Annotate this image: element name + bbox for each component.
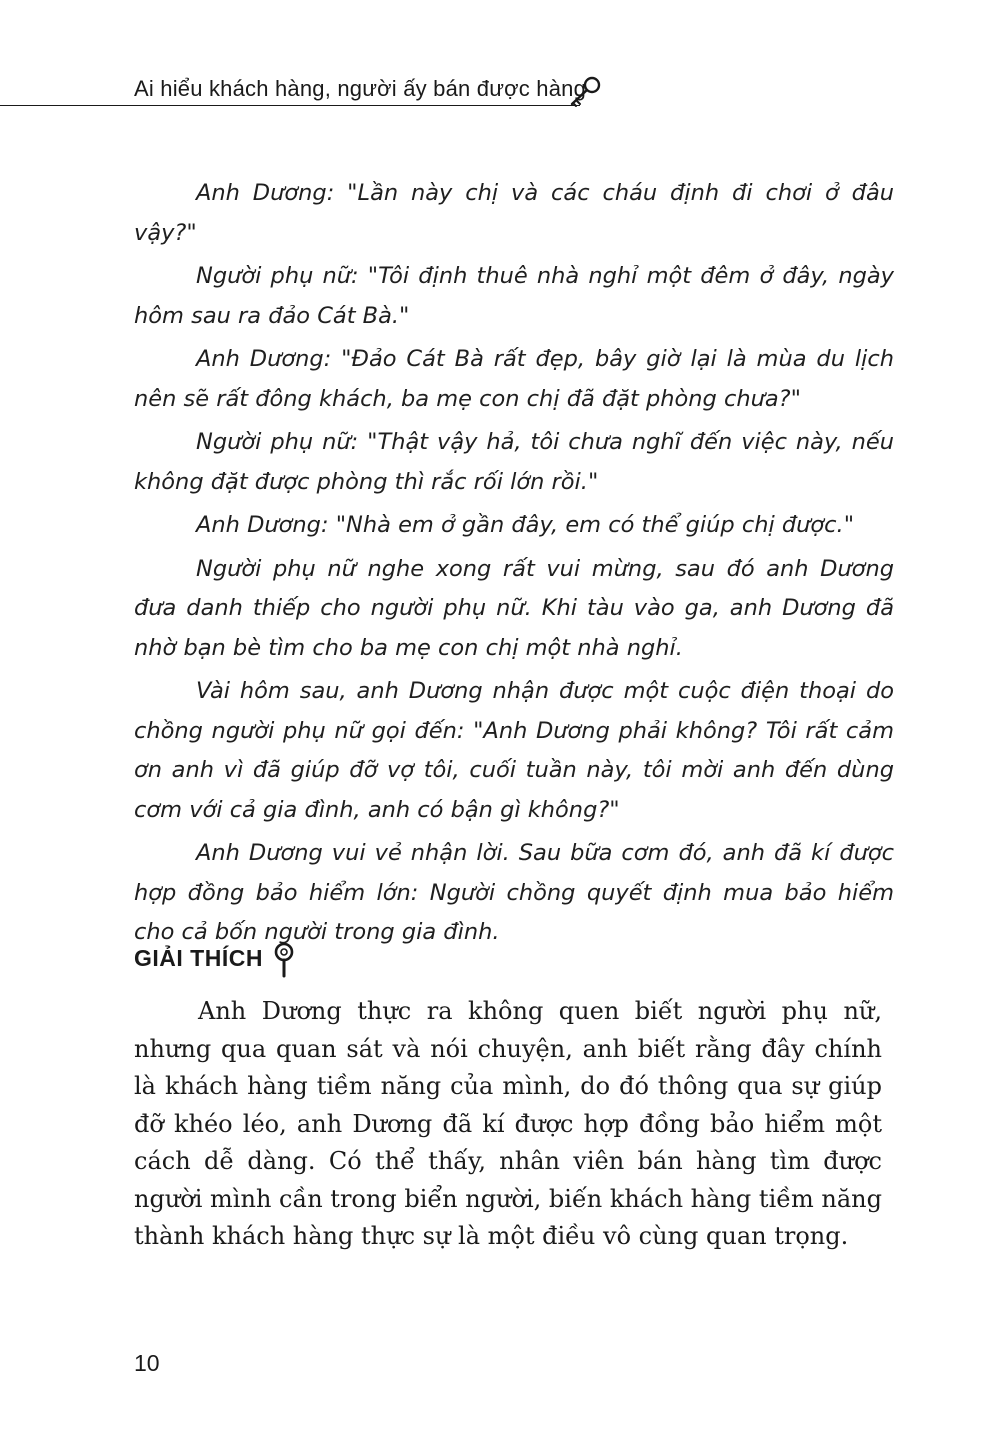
- dialogue-paragraph: Anh Dương: "Đảo Cát Bà rất đẹp, bây giờ lại là mùa du lịch nên sẽ rất đông khách, ba mẹ con chị đã đặt phòng chưa?": [134, 346, 894, 412]
- key-icon: [566, 74, 606, 108]
- page-number: 10: [134, 1350, 160, 1376]
- explanation-paragraph: Anh Dương thực ra không quen biết người phụ nữ, nhưng qua quan sát và nói chuyện, anh biết rằng đây chính là khách hàng tiềm năng của mình, do đó thông qua sự giúp đỡ khéo léo, anh Dương đã kí được hợp đồng bảo hiểm một cách dễ dàng. Có thể thấy, nhân viên bán hàng tìm được người mình cần trong biển người, biến khách hàng tiềm năng thành khách hàng thực sự là một điều vô cùng quan trọng.: [134, 997, 882, 1250]
- dialogue-paragraph: Người phụ nữ: "Tôi định thuê nhà nghỉ một đêm ở đây, ngày hôm sau ra đảo Cát Bà.": [134, 263, 894, 329]
- running-header-title: Ai hiểu khách hàng, người ấy bán được hàng: [134, 76, 586, 101]
- section-heading: [134, 938, 299, 978]
- dialogue-paragraph: Vài hôm sau, anh Dương nhận được một cuộc điện thoại do chồng người phụ nữ gọi đến: "Anh Dương phải không? Tôi rất cảm ơn anh vì đã giúp đỡ vợ tôi, cuối tuần này, tôi mời anh đến dùng cơm với cả gia đình, anh có bận gì không?": [134, 678, 894, 823]
- running-header: [0, 68, 620, 108]
- dialogue-paragraph: Anh Dương vui vẻ nhận lời. Sau bữa cơm đó, anh đã kí được hợp đồng bảo hiểm lớn: Người chồng quyết định mua bảo hiểm cho cả bốn người trong gia đình.: [134, 840, 894, 945]
- dialogue-paragraph: Người phụ nữ: "Thật vậy hả, tôi chưa nghĩ đến việc này, nếu không đặt được phòng thì rắc rối lớn rồi.": [134, 429, 894, 495]
- dialogue-paragraph: Anh Dương: "Lần này chị và các cháu định đi chơi ở đâu vậy?": [134, 180, 894, 246]
- header-divider: [0, 105, 580, 106]
- dialogue-paragraph: Anh Dương: "Nhà em ở gần đây, em có thể giúp chị được.": [196, 512, 855, 538]
- dialogue-passage: [134, 174, 894, 957]
- section-title: GIẢI THÍCH: [134, 944, 263, 971]
- key-icon: [271, 942, 299, 978]
- dialogue-paragraph: Người phụ nữ nghe xong rất vui mừng, sau đó anh Dương đưa danh thiếp cho người phụ nữ. Khi tàu vào ga, anh Dương đã nhờ bạn bè tìm cho ba mẹ con chị một nhà nghỉ.: [134, 555, 894, 661]
